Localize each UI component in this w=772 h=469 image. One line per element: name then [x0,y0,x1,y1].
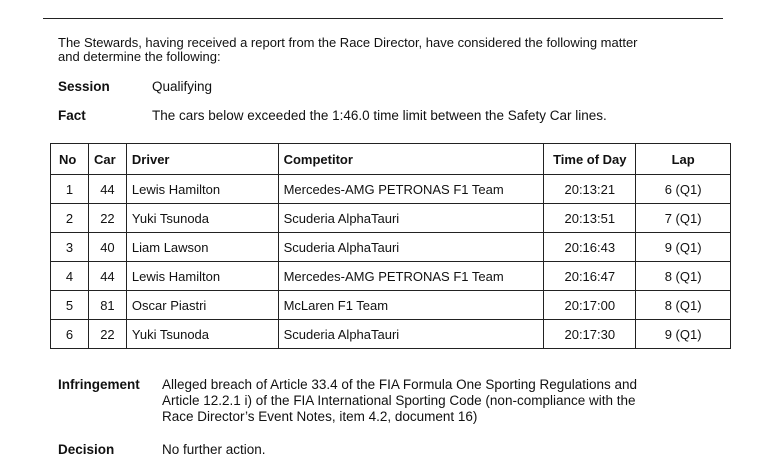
cell-competitor: Scuderia AlphaTauri [278,233,544,262]
cell-time: 20:13:21 [544,175,636,204]
cell-time: 20:13:51 [544,204,636,233]
cell-lap: 8 (Q1) [636,291,731,320]
header-car: Car [88,144,126,175]
cell-competitor: Mercedes-AMG PETRONAS F1 Team [278,262,544,291]
table-row [51,233,731,262]
infringement-text [162,377,732,425]
cell-no: 4 [51,262,89,291]
cell-no: 6 [51,320,89,349]
cell-driver: Yuki Tsunoda [126,320,278,349]
cell-competitor: Scuderia AlphaTauri [278,204,544,233]
session-label: Session [58,79,110,94]
intro-paragraph [58,36,728,64]
cell-lap: 8 (Q1) [636,262,731,291]
infringement-line-3: Race Director’s Event Notes, item 4.2, document 16) [162,409,478,424]
cell-no: 1 [51,175,89,204]
header-no: No [51,144,89,175]
cell-car: 44 [88,175,126,204]
cell-car: 44 [88,262,126,291]
fact-value: The cars below exceeded the 1:46.0 time limit between the Safety Car lines. [152,108,607,123]
cell-competitor: Scuderia AlphaTauri [278,320,544,349]
cell-driver: Lewis Hamilton [126,262,278,291]
intro-line-2: and determine the following: [58,49,221,64]
cell-driver: Lewis Hamilton [126,175,278,204]
session-value: Qualifying [152,79,213,94]
decision-label: Decision [58,442,115,457]
decision-value: No further action. [162,442,266,457]
cell-competitor: McLaren F1 Team [278,291,544,320]
cell-car: 81 [88,291,126,320]
cell-no: 3 [51,233,89,262]
table-row [51,320,731,349]
infringement-line-1: Alleged breach of Article 33.4 of the FIA Formula One Sporting Regulations and [162,377,638,392]
table-row [51,204,731,233]
fact-label: Fact [58,108,86,123]
header-lap: Lap [636,144,731,175]
cell-driver: Liam Lawson [126,233,278,262]
cell-lap: 6 (Q1) [636,175,731,204]
cell-car: 22 [88,320,126,349]
header-driver: Driver [126,144,278,175]
cell-lap: 9 (Q1) [636,233,731,262]
table-row [51,175,731,204]
table-row [51,291,731,320]
cell-lap: 9 (Q1) [636,320,731,349]
table-row [51,262,731,291]
cell-time: 20:17:30 [544,320,636,349]
header-competitor: Competitor [278,144,544,175]
header-time-of-day: Time of Day [544,144,636,175]
cell-competitor: Mercedes-AMG PETRONAS F1 Team [278,175,544,204]
cell-no: 5 [51,291,89,320]
cell-lap: 7 (Q1) [636,204,731,233]
cell-time: 20:16:43 [544,233,636,262]
cell-driver: Yuki Tsunoda [126,204,278,233]
infringement-line-2: Article 12.2.1 i) of the FIA International Sporting Code (non-compliance with the [162,393,636,408]
cell-car: 22 [88,204,126,233]
intro-line-1: The Stewards, having received a report from the Race Director, have considered the following matter [58,35,638,50]
cell-time: 20:16:47 [544,262,636,291]
cell-car: 40 [88,233,126,262]
cell-no: 2 [51,204,89,233]
infringement-label: Infringement [58,377,140,392]
results-table [50,143,731,349]
table-header-row [51,144,731,175]
top-divider [43,18,723,19]
cell-driver: Oscar Piastri [126,291,278,320]
cell-time: 20:17:00 [544,291,636,320]
